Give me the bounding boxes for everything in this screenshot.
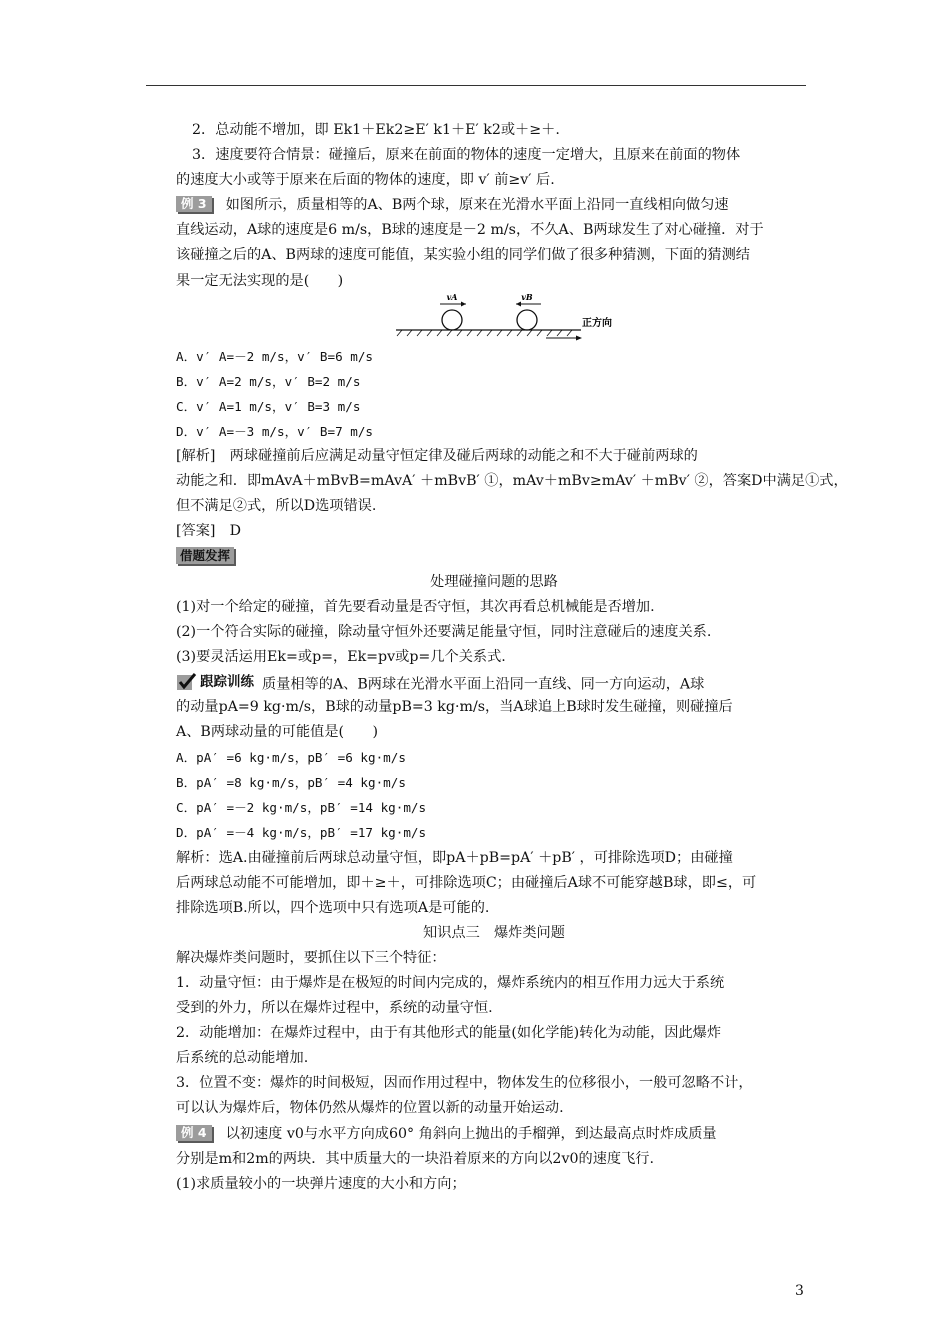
text-line: 动能之和．即mAvA＋mBvB=mAvA′ ＋mBvB′ ①，mAv＋mBv≥mAv′ ＋mBv′ ②，答案D中满足①式，: [176, 473, 848, 490]
text-line: 3．速度要符合情景：碰撞后，原来在前面的物体的速度一定增大，且原来在前面的物体: [192, 147, 741, 164]
example-badge: 例 4: [176, 1125, 212, 1141]
text-line: 但不满足②式，所以D选项错误.: [176, 498, 377, 515]
text-line: 果一定无法实现的是( ): [176, 272, 344, 289]
text-line: 的速度大小或等于原来在后面的物体的速度，即 v′ 前≥v′ 后.: [176, 172, 555, 189]
example-badge: 例 3: [176, 196, 212, 212]
option-b: B．pA′ =8 kg·m/s，pB′ =4 kg·m/s: [176, 775, 406, 791]
checkmark-icon: [176, 673, 198, 691]
text-line: 受到的外力，所以在爆炸过程中，系统的动量守恒.: [176, 1000, 493, 1017]
text-line: 2．总动能不增加，即 Ek1＋Ek2≥E′ k1＋E′ k2或＋≥＋.: [192, 122, 560, 138]
ball-b: [517, 310, 537, 330]
collision-figure: [396, 290, 616, 344]
text-line: 分别是m和2m的两块．其中质量大的一块沿着原来的方向以2v0的速度飞行.: [176, 1150, 654, 1167]
text-line: 以初速度 v0与水平方向成60° 角斜向上抛出的手榴弹，到达最高点时炸成质量: [225, 1125, 717, 1142]
ball-a: [442, 310, 462, 330]
page-number: 3: [795, 1283, 804, 1299]
jieti-badge: 借题发挥: [176, 547, 234, 564]
analysis-line: 解析：选A.由碰撞前后两球总动量守恒，即pA＋pB=pA′ ＋pB′ ，可排除选项D；由碰撞: [176, 849, 733, 866]
text-line: 3．位置不变：爆炸的时间极短，因而作用过程中，物体发生的位移很小，一般可忽略不计，: [176, 1075, 753, 1092]
text-line: 的动量pA=9 kg·m/s，B球的动量pB=3 kg·m/s，当A球追上B球时发生碰撞，则碰撞后: [176, 698, 733, 715]
text-line: 后两球总动能不可能增加，即＋≥＋，可排除选项C；由碰撞后A球不可能穿越B球，即≤，可: [176, 874, 757, 891]
collision-diagram: [176, 291, 812, 344]
option-c: C．pA′ =－2 kg·m/s，pB′ =14 kg·m/s: [176, 800, 427, 816]
option-a: A．v′ A=－2 m/s，v′ B=6 m/s: [176, 348, 374, 364]
option-b: B．v′ A=2 m/s，v′ B=2 m/s: [176, 373, 361, 389]
ground-hatch: [397, 330, 572, 336]
text-line: 可以认为爆炸后，物体仍然从爆炸的位置以新的动量开始运动.: [176, 1100, 564, 1117]
option-a: A．pA′ =6 kg·m/s，pB′ =6 kg·m/s: [176, 750, 406, 766]
option-d: D．pA′ =－4 kg·m/s，pB′ =17 kg·m/s: [176, 825, 427, 841]
text-line: 后系统的总动能增加.: [176, 1050, 309, 1067]
text-line: A、B两球动量的可能值是( ): [176, 724, 378, 741]
text-line: (1)求质量较小的一块弹片速度的大小和方向；: [176, 1175, 466, 1192]
velocity-b-label: vB: [521, 291, 533, 302]
text-line: 1．动量守恒：由于爆炸是在极短的时间内完成的，爆炸系统内的相互作用力远大于系统: [176, 975, 725, 991]
answer-line: [答案] D: [176, 523, 242, 540]
velocity-a-label: vA: [446, 291, 458, 302]
text-line: (3)要灵活运用Ek=或p=，Ek=pv或p=几个关系式.: [176, 648, 506, 665]
text-line: 2．动能增加：在爆炸过程中，由于有其他形式的能量(如化学能)转化为动能，因此爆炸: [176, 1025, 722, 1042]
positive-direction-label: 正方向: [582, 317, 612, 329]
text-line: 质量相等的A、B两球在光滑水平面上沿同一直线、同一方向运动，A球: [262, 676, 705, 693]
text-line: 该碰撞之后的A、B两球的速度可能值，某实验小组的同学们做了很多种猜测，下面的猜测结: [176, 247, 750, 264]
section-heading: 知识点三 爆炸类问题: [423, 924, 565, 941]
analysis-line: [解析] 两球碰撞前后应满足动量守恒定律及碰后两球的动能之和不大于碰前两球的: [176, 448, 698, 465]
header-rule: [146, 85, 806, 86]
text-line: 排除选项B.所以，四个选项中只有选项A是可能的.: [176, 899, 490, 916]
text-line: (2)一个符合实际的碰撞，除动量守恒外还要满足能量守恒，同时注意碰后的速度关系.: [176, 623, 712, 640]
section-subtitle: 处理碰撞问题的思路: [430, 573, 558, 590]
text-line: (1)对一个给定的碰撞，首先要看动量是否守恒，其次再看总机械能是否增加.: [176, 598, 655, 615]
option-c: C．v′ A=1 m/s，v′ B=3 m/s: [176, 398, 361, 414]
text-line: 解决爆炸类问题时，要抓住以下三个特征：: [176, 949, 446, 966]
page-content: [176, 118, 848, 1197]
option-d: D．v′ A=－3 m/s，v′ B=7 m/s: [176, 423, 374, 439]
tracking-badge: 跟踪训练: [176, 670, 254, 695]
text-line: 如图所示，质量相等的A、B两个球，原来在光滑水平面上沿同一直线相向做匀速: [225, 197, 729, 214]
text-line: 直线运动，A球的速度是6 m/s，B球的速度是－2 m/s，不久A、B两球发生了对心碰撞．对于: [176, 222, 764, 239]
